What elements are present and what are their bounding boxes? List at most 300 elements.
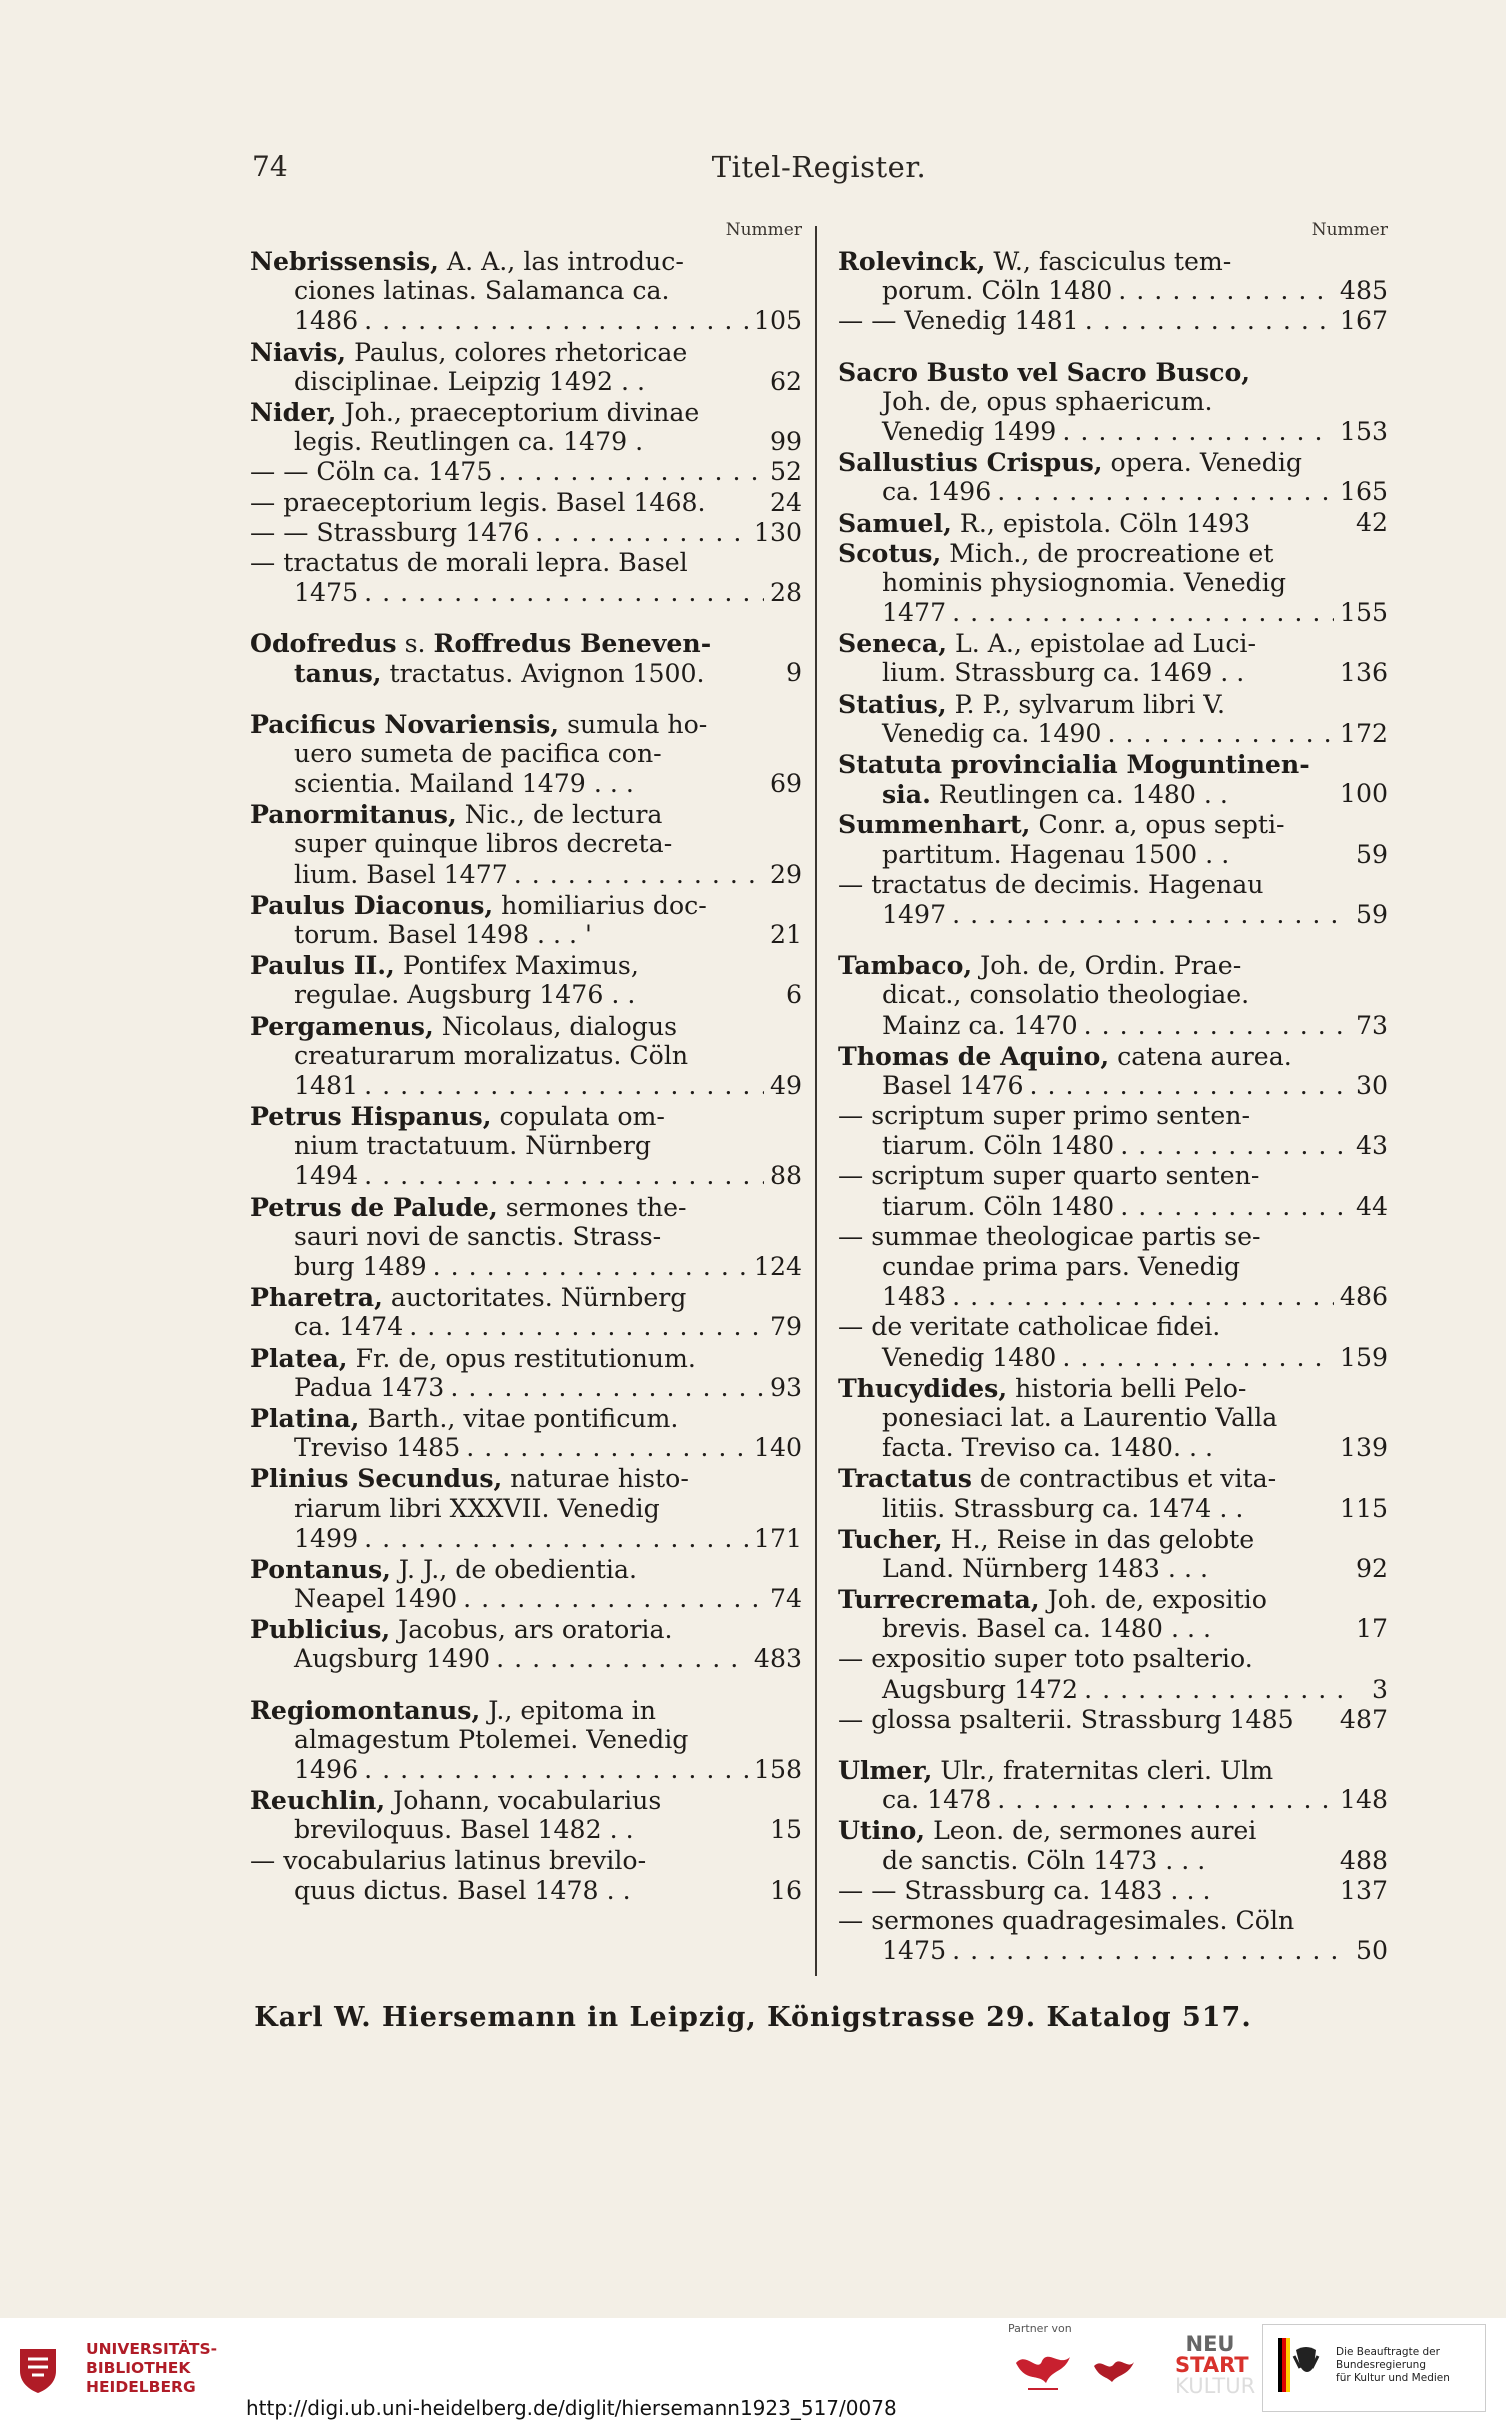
entry-heading: Panormitanus, [250, 799, 457, 830]
entry-body: copulata om- [491, 1102, 665, 1132]
entry-body: Mainz ca. 1470 [882, 1010, 1078, 1040]
entry-body: catena aurea. [1109, 1041, 1292, 1071]
entry-number: 17 [1355, 1614, 1388, 1644]
entry-body: 1494 [294, 1161, 359, 1191]
entry-number: 44 [1355, 1191, 1388, 1221]
entry-line [838, 1011, 1388, 1041]
entry-line [250, 457, 802, 487]
entry-heading: Plinius Secundus, [250, 1463, 503, 1494]
entry-body: naturae histo- [502, 1464, 689, 1494]
dot-leader [358, 578, 764, 608]
entry-line [250, 1312, 802, 1342]
entry-text [250, 397, 699, 427]
entry-body: ponesiaci lat. a Laurentio Valla [882, 1402, 1278, 1432]
entry-line [838, 1876, 1388, 1906]
entry-line [838, 1343, 1388, 1373]
entry-body: sauri novi de sanctis. Strass- [294, 1221, 662, 1251]
entry-line [838, 357, 1388, 387]
entry-body: — glossa psalterii. Strassburg 1485 [838, 1704, 1294, 1734]
entry-body: almagestum Ptolemei. Venedig [294, 1724, 689, 1754]
entry-line [838, 1524, 1388, 1554]
entry-line [838, 568, 1388, 598]
entry-number: 15 [769, 1815, 802, 1845]
entry-text [838, 357, 1250, 387]
entry-heading: tanus, [294, 658, 382, 689]
entry-text [882, 1071, 1024, 1101]
entry-text [294, 1644, 490, 1674]
entry-number: 172 [1339, 718, 1388, 748]
entry-body: Conr. a, opus septi- [1030, 810, 1285, 840]
register-entry [838, 1463, 1388, 1523]
entry-body: dicat., consolatio theologiae. [882, 980, 1250, 1010]
entry-text [882, 980, 1249, 1010]
entry-number: 28 [769, 578, 802, 608]
neustart-line: KULTUR [1175, 2374, 1256, 2398]
register-entry [250, 1101, 802, 1192]
entry-body: ca. 1474 [294, 1312, 404, 1342]
register-entry [250, 950, 802, 1010]
entry-body: sumula ho- [559, 709, 708, 739]
entry-text [882, 1433, 1213, 1463]
entry-body: nium tractatuum. Nürnberg [294, 1131, 651, 1161]
entry-text [838, 689, 1225, 719]
entry-line [250, 548, 802, 578]
entry-text [250, 890, 707, 920]
left-column [250, 220, 802, 1906]
entry-line [838, 538, 1388, 568]
entry-text [838, 1524, 1254, 1554]
entry-text [294, 306, 358, 336]
entry-text [838, 447, 1302, 477]
entry-body: de sanctis. Cöln 1473 . . . [882, 1845, 1206, 1875]
entry-text [250, 246, 684, 276]
entry-text [294, 739, 662, 769]
entry-line [250, 1011, 802, 1041]
entry-text [294, 367, 645, 397]
entry-body: burg 1489 [294, 1252, 427, 1281]
entry-text [838, 950, 1241, 980]
entry-line [250, 1282, 802, 1312]
entry-line [838, 840, 1388, 870]
entry-text [250, 950, 639, 980]
entry-number: 43 [1355, 1131, 1388, 1161]
entry-body: partitum. Hagenau 1500 . . [882, 839, 1230, 869]
entry-line [250, 1494, 802, 1524]
entry-line [838, 749, 1388, 779]
entry-body: s. [396, 629, 434, 659]
entry-body: Paulus, colores rhetoricae [346, 337, 688, 367]
entry-line [250, 1463, 802, 1493]
entry-body: — tractatus de morali lepra. Basel [250, 547, 688, 577]
entry-line [250, 860, 802, 890]
register-entry [838, 749, 1388, 809]
entry-body: lium. Basel 1477 [294, 859, 508, 889]
entry-body: opera. Venedig [1102, 448, 1303, 478]
register-entry [250, 709, 802, 800]
entry-line [250, 950, 802, 980]
entry-line [838, 1312, 1388, 1342]
column-head-nummer: Nummer [725, 220, 802, 240]
entry-number: 99 [769, 427, 802, 457]
entry-body: Jacobus, ars oratoria. [390, 1615, 673, 1645]
entry-body: Joh., praeceptorium divinae [336, 397, 700, 427]
entry-text [250, 1614, 672, 1644]
register-entry [250, 1343, 802, 1403]
entry-text [294, 276, 670, 306]
entry-number: 29 [769, 859, 802, 889]
dot-leader [403, 1312, 764, 1342]
entry-heading: Paulus Diaconus, [250, 889, 494, 920]
dot-leader [508, 860, 764, 890]
entry-text [294, 1584, 457, 1614]
register-entry [838, 628, 1388, 688]
entry-line [838, 447, 1388, 477]
entry-number: 16 [769, 1875, 802, 1905]
entry-line [838, 1071, 1388, 1101]
entry-line [250, 1554, 802, 1584]
register-entry [838, 1524, 1388, 1584]
entry-body: litiis. Strassburg ca. 1474 . . [882, 1493, 1244, 1523]
entry-line [250, 1041, 802, 1071]
entry-heading: Pontanus, [250, 1553, 391, 1584]
entry-text [294, 1524, 358, 1554]
entry-number: 69 [769, 769, 802, 798]
uni-line: HEIDELBERG [86, 2378, 196, 2396]
entry-text [250, 1011, 677, 1041]
source-url-link[interactable]: http://digi.ub.uni-heidelberg.de/diglit/hiersemann1923_517/0078 [246, 2396, 897, 2420]
entry-line [838, 809, 1388, 839]
dot-leader [1056, 417, 1334, 447]
entry-text [838, 1815, 1256, 1845]
entry-body: — — Strassburg ca. 1483 . . . [838, 1875, 1211, 1905]
entry-text [838, 870, 1263, 900]
entry-text [882, 1252, 1240, 1282]
entry-line [250, 337, 802, 367]
catalog-footer: Karl W. Hiersemann in Leipzig, Königstrasse 29. Katalog 517. [254, 2002, 1252, 2033]
entry-body: 1499 [294, 1523, 359, 1553]
dot-leader [358, 1161, 764, 1191]
entry-text [838, 246, 1231, 276]
register-entry [250, 337, 802, 397]
entry-text [838, 1161, 1259, 1191]
entry-text [250, 1343, 696, 1373]
entry-text [882, 417, 1056, 447]
entry-text [250, 488, 706, 518]
entry-line [250, 427, 802, 457]
entry-body: torum. Basel 1498 . . . ' [294, 919, 592, 949]
entry-text [838, 1312, 1220, 1342]
entry-body: P. P., sylvarum libri V. [946, 689, 1226, 719]
entry-line [250, 658, 802, 688]
entry-line [250, 1755, 802, 1785]
entry-body: 1497 [882, 899, 947, 929]
register-entry [838, 246, 1388, 337]
entry-gap [838, 337, 1388, 357]
entry-body: quus dictus. Basel 1478 . . [294, 1875, 631, 1905]
entry-line [250, 920, 802, 950]
bkm-caption [1336, 2346, 1506, 2385]
entry-heading: Roffredus Beneven- [433, 628, 712, 659]
entry-line [250, 1252, 802, 1282]
entry-body: Fr. de, opus restitutionum. [347, 1343, 696, 1373]
entry-text [250, 337, 687, 367]
entry-number: 488 [1339, 1845, 1388, 1875]
entry-line [838, 870, 1388, 900]
entry-text [838, 809, 1285, 839]
entry-text [250, 457, 492, 487]
entry-line [250, 1192, 802, 1222]
uni-line: BIBLIOTHEK [86, 2359, 191, 2377]
entry-text [882, 900, 946, 930]
register-entry [838, 447, 1388, 507]
dot-leader [358, 1755, 748, 1785]
entry-body: Augsburg 1472 [882, 1674, 1079, 1704]
entry-line [838, 1192, 1388, 1222]
entry-heading: Statius, [838, 688, 947, 719]
entry-line [838, 1554, 1388, 1584]
register-entry [838, 1815, 1388, 1966]
entry-body: historia belli Pelo- [1007, 1373, 1247, 1403]
column-divider [815, 226, 817, 1976]
entry-line [838, 950, 1388, 980]
entry-body: Barth., vitae pontificum. [359, 1403, 679, 1433]
dot-leader [1078, 1675, 1352, 1705]
entry-line [250, 769, 802, 799]
entry-text [250, 1192, 686, 1222]
dot-leader [492, 457, 764, 487]
entry-line [838, 1906, 1388, 1936]
right-column [838, 220, 1388, 1966]
entry-number: 93 [769, 1372, 802, 1402]
entry-number: 159 [1339, 1342, 1388, 1372]
entry-heading: Platina, [250, 1402, 360, 1433]
entry-body: Reutlingen ca. 1480 . . [930, 780, 1228, 810]
entry-body: legis. Reutlingen ca. 1479 . [294, 427, 644, 457]
entry-text [838, 1644, 1253, 1674]
entry-body: Leon. de, sermones aurei [925, 1816, 1257, 1846]
entry-line [838, 1433, 1388, 1463]
entry-body: tiarum. Cöln 1480 [882, 1131, 1115, 1161]
entry-number: 137 [1339, 1875, 1388, 1905]
entry-text [838, 1906, 1294, 1936]
entry-text [882, 658, 1244, 688]
entry-line [250, 1695, 802, 1725]
dot-leader [1114, 1192, 1350, 1222]
entry-line [250, 1846, 802, 1876]
entry-text [882, 1282, 946, 1312]
entry-line [250, 1725, 802, 1755]
entry-line [250, 1131, 802, 1161]
dot-leader [1078, 1011, 1350, 1041]
entry-heading: Tambaco, [838, 950, 973, 981]
dot-leader [1114, 1131, 1350, 1161]
dot-leader [457, 1584, 764, 1614]
entry-line [838, 1131, 1388, 1161]
entry-line [250, 799, 802, 829]
entry-text [882, 779, 1228, 809]
register-entry [250, 1011, 802, 1102]
entry-number: 3 [1371, 1674, 1388, 1704]
entry-number: 49 [769, 1070, 802, 1100]
entry-text [294, 1161, 358, 1191]
entry-body: scientia. Mailand 1479 . . . [294, 769, 634, 798]
entry-line [838, 900, 1388, 930]
entry-line [250, 890, 802, 920]
entry-text [294, 860, 508, 890]
entry-body: — praeceptorium legis. Basel 1468. [250, 487, 706, 517]
entry-body: — vocabularius latinus brevilo- [250, 1845, 647, 1875]
dot-leader [1079, 306, 1334, 336]
entry-heading: Pacificus Novariensis, [250, 708, 560, 739]
entry-body: — — Cöln ca. 1475 [250, 457, 493, 487]
entry-text [294, 920, 592, 950]
entry-body: — sermones quadragesimales. Cöln [838, 1905, 1295, 1935]
entry-body: — expositio super toto psalterio. [838, 1644, 1253, 1674]
dot-leader [1101, 719, 1333, 749]
register-entry [250, 397, 802, 608]
running-title: Titel-Register. [711, 150, 927, 184]
entry-line [250, 306, 802, 336]
entry-heading: Odofredus [250, 628, 397, 659]
entry-text [838, 1101, 1250, 1131]
entry-body: de contractibus et vita- [971, 1464, 1277, 1494]
entry-line [838, 1494, 1388, 1524]
entry-line [250, 1614, 802, 1644]
entry-heading: sia. [882, 779, 931, 810]
entry-number: 158 [753, 1755, 802, 1784]
entry-line [250, 1343, 802, 1373]
entry-body: — de veritate catholicae fidei. [838, 1312, 1221, 1342]
entry-text [882, 719, 1101, 749]
entry-text [294, 1252, 427, 1282]
entry-text [882, 1131, 1114, 1161]
register-entry [838, 1373, 1388, 1464]
entry-body: breviloquus. Basel 1482 . . [294, 1815, 634, 1845]
entry-heading: Nider, [250, 396, 337, 427]
entry-text [838, 1876, 1210, 1906]
entry-line [838, 1403, 1388, 1433]
entry-text [294, 658, 705, 688]
entry-text [294, 1755, 358, 1785]
entry-line [838, 628, 1388, 658]
entry-line [838, 1282, 1388, 1312]
entry-number: 487 [1339, 1704, 1388, 1734]
entry-text [294, 1041, 688, 1071]
entry-number: 486 [1339, 1282, 1388, 1312]
entry-heading: Petrus de Palude, [250, 1191, 498, 1222]
entry-text [250, 548, 688, 578]
entry-body: Venedig 1499 [882, 416, 1057, 446]
entry-number: 165 [1339, 477, 1388, 507]
bkm-line: für Kultur und Medien [1336, 2372, 1450, 2384]
entry-body: 1475 [294, 578, 359, 608]
entry-body: Treviso 1485 [294, 1433, 461, 1463]
entry-body: super quinque libros decreta- [294, 829, 673, 859]
entry-heading: Tractatus [838, 1463, 972, 1494]
entry-number: 52 [769, 457, 802, 487]
entry-text [882, 1403, 1277, 1433]
entry-number: 115 [1339, 1493, 1388, 1523]
register-entry [838, 689, 1388, 749]
entry-text [882, 598, 946, 628]
entry-text [250, 518, 529, 548]
entry-text [838, 1041, 1292, 1071]
entry-body: H., Reise in das gelobte [942, 1524, 1255, 1554]
entry-text [250, 799, 662, 829]
register-entry [250, 246, 802, 337]
entry-line [250, 1876, 802, 1906]
entry-body: lium. Strassburg ca. 1469 . . [882, 658, 1245, 688]
dot-leader [529, 518, 748, 548]
entry-gap [250, 1675, 802, 1695]
neustart-line: NEU [1185, 2332, 1235, 2356]
entry-heading: Publicius, [250, 1614, 391, 1645]
entry-line [250, 829, 802, 859]
entry-number: 167 [1339, 306, 1388, 336]
entry-body: regulae. Augsburg 1476 . . [294, 980, 636, 1010]
uni-line: UNIVERSITÄTS- [86, 2340, 218, 2358]
entry-text [882, 840, 1229, 870]
entry-body: J. J., de obedientia. [390, 1554, 637, 1584]
entry-heading: Platea, [250, 1342, 348, 1373]
entry-body: hominis physiognomia. Venedig [882, 567, 1286, 597]
entry-heading: Tucher, [838, 1523, 943, 1554]
register-entry [250, 1785, 802, 1906]
entry-line [250, 578, 802, 608]
entry-body: riarum libri XXXVII. Venedig [294, 1493, 660, 1523]
entry-body: 1481 [294, 1070, 359, 1100]
entry-line [838, 1101, 1388, 1131]
entry-number: 485 [1339, 276, 1388, 306]
entry-body: — scriptum super quarto senten- [838, 1161, 1260, 1191]
neustart-line: START [1175, 2353, 1249, 2377]
entry-body: Pontifex Maximus, [394, 951, 639, 981]
entry-body: ca. 1478 [882, 1785, 992, 1815]
entry-body: 1496 [294, 1755, 359, 1784]
university-seal-icon [16, 2345, 60, 2395]
register-entry [838, 357, 1388, 448]
entry-text [838, 1373, 1246, 1403]
entry-number: 100 [1339, 779, 1388, 809]
entry-text [294, 1725, 688, 1755]
dot-leader [490, 1644, 748, 1674]
entry-line [250, 276, 802, 306]
entry-body: — scriptum super primo senten- [838, 1101, 1250, 1131]
entry-line [838, 719, 1388, 749]
entry-body: facta. Treviso ca. 1480. . . [882, 1433, 1213, 1463]
entry-heading: Rolevinck, [838, 246, 986, 276]
entry-line [838, 387, 1388, 417]
entry-text [294, 1222, 661, 1252]
dot-leader [946, 900, 1350, 930]
entry-number: 140 [753, 1433, 802, 1463]
entry-heading: Pharetra, [250, 1282, 383, 1313]
entry-line [250, 1161, 802, 1191]
entry-text [882, 276, 1112, 306]
dot-leader [1024, 1071, 1350, 1101]
entry-list [838, 246, 1388, 1966]
entry-text [882, 1785, 991, 1815]
entry-number: 88 [769, 1161, 802, 1191]
entry-number: 153 [1339, 416, 1388, 446]
entry-heading: Sacro Busto vel Sacro Busco, [838, 356, 1251, 387]
entry-body: Nic., de lectura [456, 800, 663, 830]
entry-heading: Utino, [838, 1815, 926, 1846]
entry-number: 42 [1355, 507, 1388, 537]
entry-line [838, 658, 1388, 688]
bkm-line: Die Beauftragte der Bundesregierung [1336, 2346, 1440, 2371]
entry-body: brevis. Basel ca. 1480 . . . [882, 1614, 1211, 1644]
